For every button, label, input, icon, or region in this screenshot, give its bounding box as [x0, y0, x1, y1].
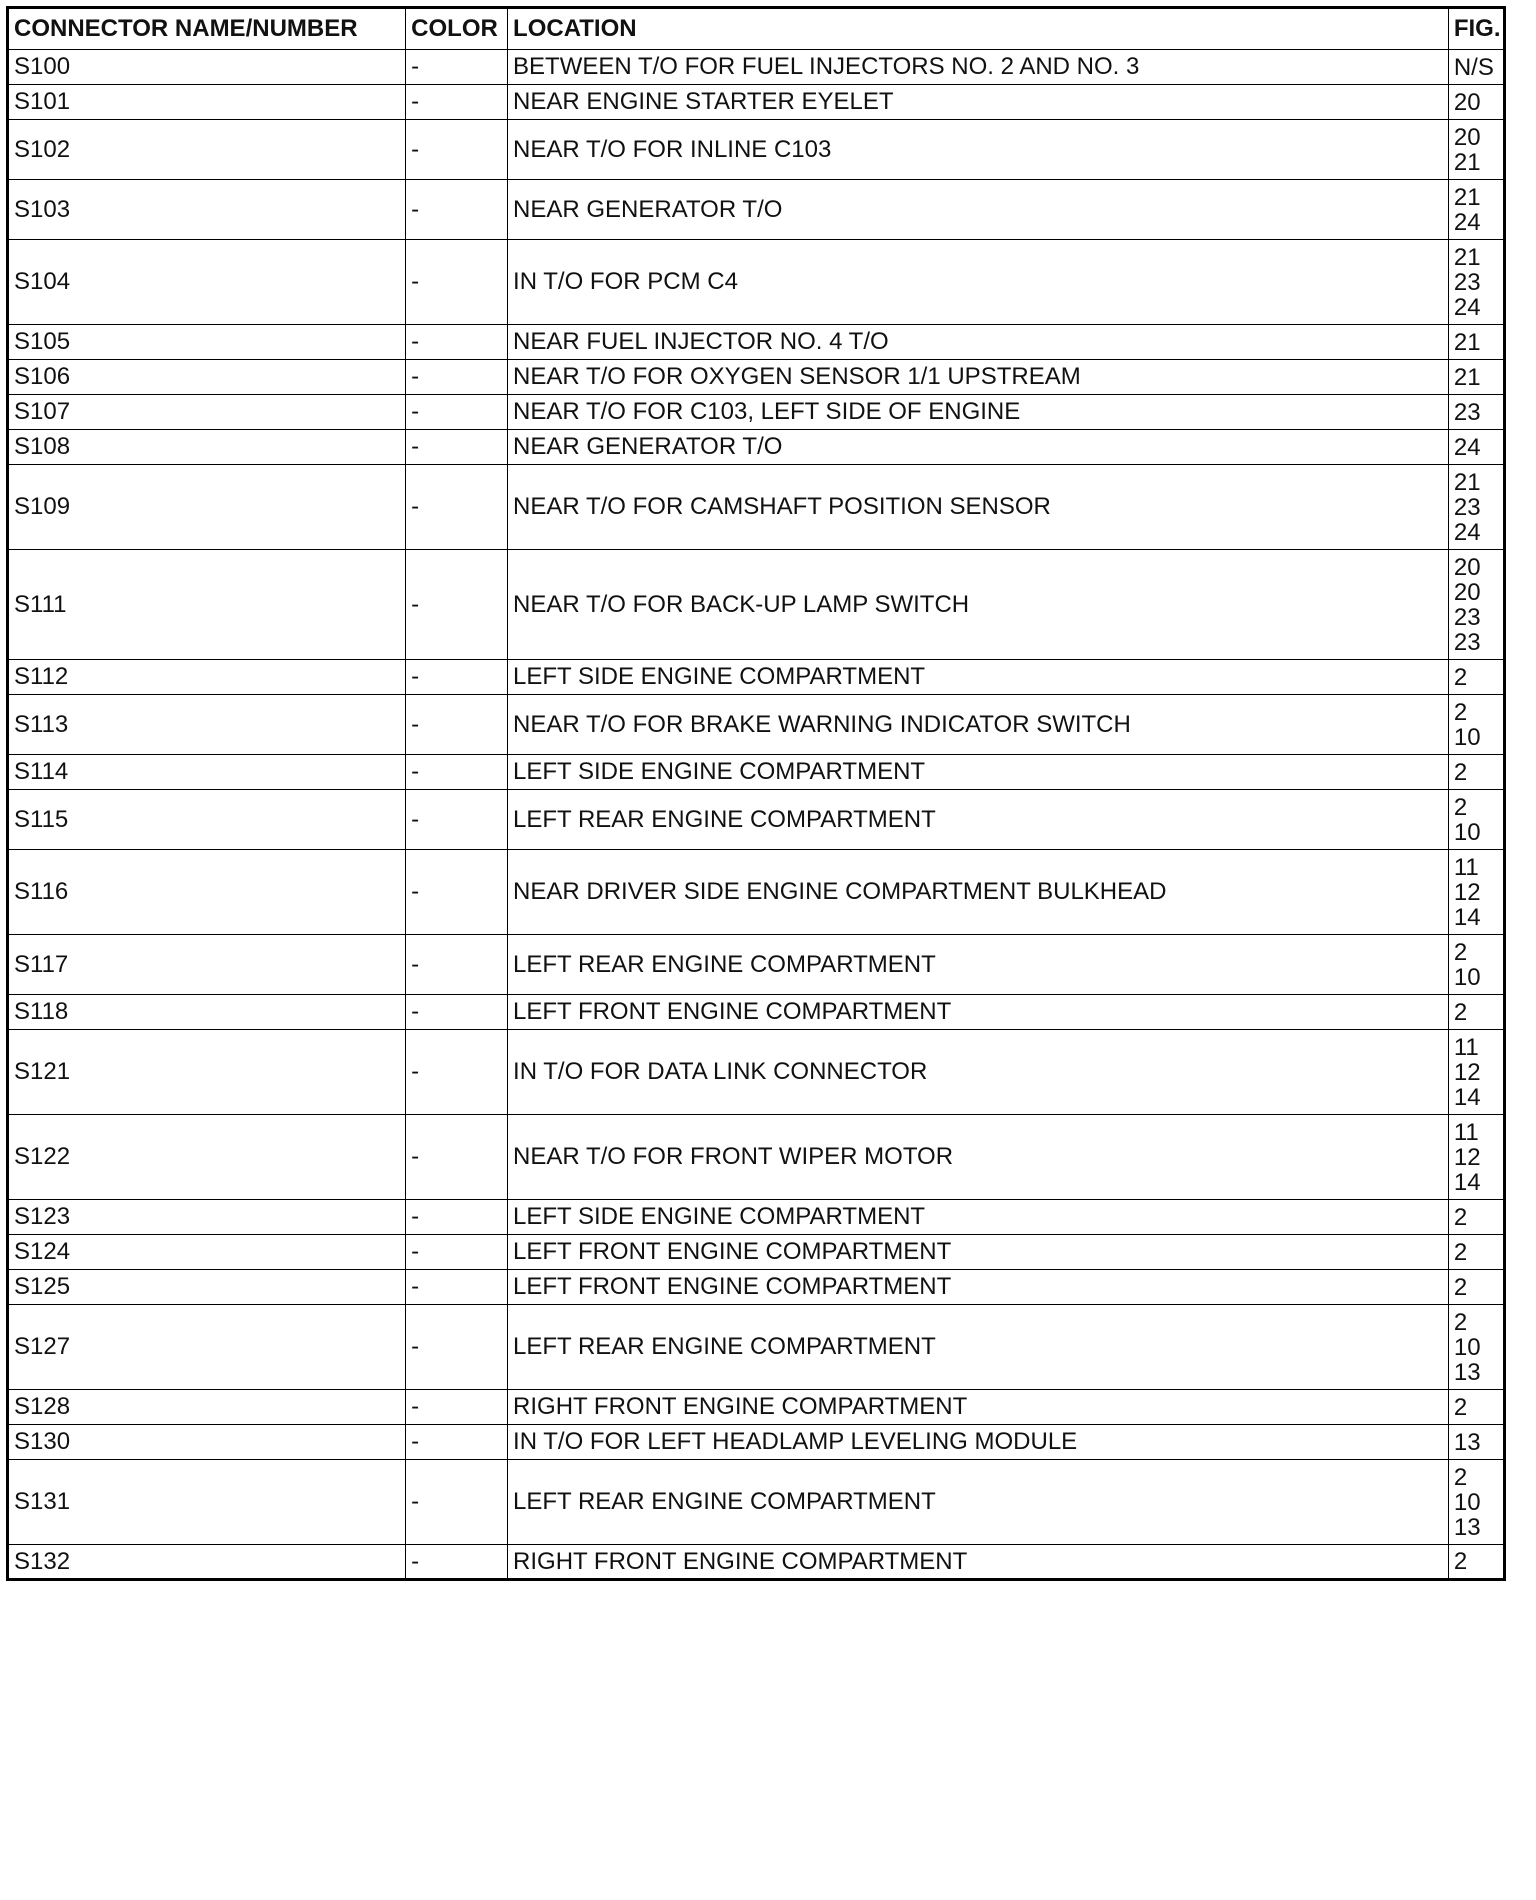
- connector-name-cell: S109: [8, 465, 406, 550]
- table-row: [8, 465, 1505, 550]
- fig-number: 14: [1453, 1083, 1481, 1111]
- fig-number: 12: [1453, 878, 1481, 906]
- fig-number: 2: [1453, 1393, 1468, 1421]
- fig-cell: [1448, 1200, 1504, 1235]
- table-row: [8, 1545, 1505, 1580]
- fig-number: 2: [1453, 758, 1468, 786]
- table-row: [8, 1200, 1505, 1235]
- fig-number: 21: [1453, 363, 1481, 391]
- fig-cell: [1448, 995, 1504, 1030]
- connector-name-cell: S123: [8, 1200, 406, 1235]
- connector-name-cell: S113: [8, 695, 406, 755]
- connector-name-cell: S117: [8, 935, 406, 995]
- table-row: [8, 50, 1505, 85]
- table-row: [8, 1115, 1505, 1200]
- connector-name-cell: S103: [8, 180, 406, 240]
- color-cell: -: [406, 325, 508, 360]
- table-row: [8, 1425, 1505, 1460]
- color-cell: -: [406, 85, 508, 120]
- connector-name-cell: S118: [8, 995, 406, 1030]
- location-cell: LEFT REAR ENGINE COMPARTMENT: [508, 935, 1449, 995]
- fig-number: N/S: [1453, 53, 1494, 81]
- location-cell: NEAR T/O FOR BACK-UP LAMP SWITCH: [508, 550, 1449, 660]
- connector-name-cell: S115: [8, 790, 406, 850]
- fig-number: 21: [1453, 468, 1481, 496]
- connector-name-cell: S132: [8, 1545, 406, 1580]
- fig-number: 2: [1453, 1308, 1468, 1336]
- fig-cell: [1448, 935, 1504, 995]
- connector-name-cell: S102: [8, 120, 406, 180]
- fig-cell: [1448, 850, 1504, 935]
- location-cell: NEAR T/O FOR CAMSHAFT POSITION SENSOR: [508, 465, 1449, 550]
- header-location: LOCATION: [508, 8, 1449, 50]
- color-cell: -: [406, 550, 508, 660]
- fig-cell: [1448, 1425, 1504, 1460]
- fig-cell: [1448, 550, 1504, 660]
- fig-number: 23: [1453, 493, 1481, 521]
- fig-cell: [1448, 325, 1504, 360]
- connector-name-cell: S127: [8, 1305, 406, 1390]
- table-row: [8, 695, 1505, 755]
- location-cell: RIGHT FRONT ENGINE COMPARTMENT: [508, 1545, 1449, 1580]
- fig-cell: [1448, 180, 1504, 240]
- table-row: [8, 755, 1505, 790]
- fig-number: 14: [1453, 903, 1481, 931]
- connector-name-cell: S104: [8, 240, 406, 325]
- fig-number: 20: [1453, 578, 1481, 606]
- color-cell: -: [406, 1425, 508, 1460]
- location-cell: LEFT FRONT ENGINE COMPARTMENT: [508, 995, 1449, 1030]
- color-cell: -: [406, 395, 508, 430]
- location-cell: LEFT REAR ENGINE COMPARTMENT: [508, 1460, 1449, 1545]
- fig-number: 13: [1453, 1358, 1481, 1386]
- table-row: [8, 1390, 1505, 1425]
- connector-name-cell: S131: [8, 1460, 406, 1545]
- fig-number: 11: [1453, 1033, 1479, 1061]
- location-cell: LEFT REAR ENGINE COMPARTMENT: [508, 790, 1449, 850]
- location-cell: NEAR GENERATOR T/O: [508, 180, 1449, 240]
- fig-number: 12: [1453, 1143, 1481, 1171]
- fig-number: 23: [1453, 398, 1481, 426]
- connector-name-cell: S101: [8, 85, 406, 120]
- fig-cell: [1448, 660, 1504, 695]
- color-cell: -: [406, 935, 508, 995]
- fig-number: 20: [1453, 88, 1481, 116]
- fig-number: 2: [1453, 1203, 1468, 1231]
- connector-name-cell: S111: [8, 550, 406, 660]
- connector-name-cell: S122: [8, 1115, 406, 1200]
- location-cell: LEFT SIDE ENGINE COMPARTMENT: [508, 660, 1449, 695]
- table-row: [8, 240, 1505, 325]
- color-cell: -: [406, 790, 508, 850]
- connector-name-cell: S100: [8, 50, 406, 85]
- fig-number: 24: [1453, 293, 1481, 321]
- table-row: [8, 395, 1505, 430]
- table-row: [8, 1305, 1505, 1390]
- fig-cell: [1448, 1460, 1504, 1545]
- color-cell: -: [406, 755, 508, 790]
- fig-number: 12: [1453, 1058, 1481, 1086]
- color-cell: -: [406, 1390, 508, 1425]
- table-row: [8, 1030, 1505, 1115]
- color-cell: -: [406, 465, 508, 550]
- fig-cell: [1448, 430, 1504, 465]
- fig-cell: [1448, 1270, 1504, 1305]
- table-row: [8, 660, 1505, 695]
- color-cell: -: [406, 1235, 508, 1270]
- connector-name-cell: S112: [8, 660, 406, 695]
- fig-number: 10: [1453, 963, 1481, 991]
- color-cell: -: [406, 1200, 508, 1235]
- color-cell: -: [406, 1305, 508, 1390]
- connector-name-cell: S128: [8, 1390, 406, 1425]
- color-cell: -: [406, 1270, 508, 1305]
- fig-number: 21: [1453, 243, 1481, 271]
- color-cell: -: [406, 180, 508, 240]
- fig-number: 23: [1453, 628, 1481, 656]
- table-body: [8, 50, 1505, 1580]
- location-cell: IN T/O FOR PCM C4: [508, 240, 1449, 325]
- header-color: COLOR: [406, 8, 508, 50]
- table-row: [8, 325, 1505, 360]
- table-row: [8, 120, 1505, 180]
- location-cell: NEAR T/O FOR FRONT WIPER MOTOR: [508, 1115, 1449, 1200]
- table-row: [8, 935, 1505, 995]
- fig-number: 14: [1453, 1168, 1481, 1196]
- fig-number: 24: [1453, 433, 1481, 461]
- fig-number: 2: [1453, 698, 1468, 726]
- fig-number: 24: [1453, 518, 1481, 546]
- color-cell: -: [406, 1545, 508, 1580]
- connector-name-cell: S108: [8, 430, 406, 465]
- fig-number: 24: [1453, 208, 1481, 236]
- connector-name-cell: S105: [8, 325, 406, 360]
- connector-name-cell: S130: [8, 1425, 406, 1460]
- table-row: [8, 850, 1505, 935]
- fig-number: 20: [1453, 123, 1481, 151]
- location-cell: NEAR FUEL INJECTOR NO. 4 T/O: [508, 325, 1449, 360]
- fig-cell: [1448, 465, 1504, 550]
- fig-number: 10: [1453, 1488, 1481, 1516]
- location-cell: LEFT SIDE ENGINE COMPARTMENT: [508, 755, 1449, 790]
- table-row: [8, 1270, 1505, 1305]
- fig-number: 23: [1453, 268, 1481, 296]
- connector-name-cell: S116: [8, 850, 406, 935]
- fig-cell: [1448, 790, 1504, 850]
- fig-cell: [1448, 755, 1504, 790]
- fig-number: 2: [1453, 663, 1468, 691]
- fig-cell: [1448, 50, 1504, 85]
- fig-number: 13: [1453, 1513, 1481, 1541]
- color-cell: -: [406, 120, 508, 180]
- fig-number: 10: [1453, 818, 1481, 846]
- color-cell: -: [406, 850, 508, 935]
- connector-name-cell: S125: [8, 1270, 406, 1305]
- table-row: [8, 180, 1505, 240]
- connector-name-cell: S124: [8, 1235, 406, 1270]
- color-cell: -: [406, 660, 508, 695]
- fig-cell: [1448, 360, 1504, 395]
- color-cell: -: [406, 360, 508, 395]
- color-cell: -: [406, 50, 508, 85]
- fig-cell: [1448, 1030, 1504, 1115]
- connector-name-cell: S121: [8, 1030, 406, 1115]
- color-cell: -: [406, 430, 508, 465]
- table-row: [8, 1235, 1505, 1270]
- color-cell: -: [406, 1030, 508, 1115]
- location-cell: NEAR T/O FOR OXYGEN SENSOR 1/1 UPSTREAM: [508, 360, 1449, 395]
- fig-number: 2: [1453, 938, 1468, 966]
- fig-number: 2: [1453, 793, 1468, 821]
- location-cell: NEAR DRIVER SIDE ENGINE COMPARTMENT BULKHEAD: [508, 850, 1449, 935]
- fig-cell: [1448, 1235, 1504, 1270]
- location-cell: NEAR ENGINE STARTER EYELET: [508, 85, 1449, 120]
- location-cell: LEFT SIDE ENGINE COMPARTMENT: [508, 1200, 1449, 1235]
- fig-number: 21: [1453, 148, 1481, 176]
- connector-name-cell: S114: [8, 755, 406, 790]
- fig-number: 2: [1453, 1463, 1468, 1491]
- fig-cell: [1448, 1545, 1504, 1580]
- fig-number: 21: [1453, 328, 1481, 356]
- fig-cell: [1448, 120, 1504, 180]
- location-cell: LEFT FRONT ENGINE COMPARTMENT: [508, 1235, 1449, 1270]
- fig-cell: [1448, 1305, 1504, 1390]
- color-cell: -: [406, 1115, 508, 1200]
- table-row: [8, 790, 1505, 850]
- fig-number: 11: [1453, 1118, 1479, 1146]
- color-cell: -: [406, 695, 508, 755]
- location-cell: NEAR T/O FOR BRAKE WARNING INDICATOR SWITCH: [508, 695, 1449, 755]
- location-cell: BETWEEN T/O FOR FUEL INJECTORS NO. 2 AND NO. 3: [508, 50, 1449, 85]
- fig-number: 21: [1453, 183, 1481, 211]
- fig-number: 2: [1453, 1238, 1468, 1266]
- location-cell: LEFT REAR ENGINE COMPARTMENT: [508, 1305, 1449, 1390]
- fig-number: 13: [1453, 1428, 1481, 1456]
- table-row: [8, 1460, 1505, 1545]
- fig-number: 11: [1453, 853, 1479, 881]
- fig-number: 2: [1453, 1273, 1468, 1301]
- color-cell: -: [406, 240, 508, 325]
- fig-cell: [1448, 240, 1504, 325]
- fig-number: 2: [1453, 998, 1468, 1026]
- connector-name-cell: S106: [8, 360, 406, 395]
- fig-number: 2: [1453, 1548, 1468, 1575]
- fig-cell: [1448, 85, 1504, 120]
- location-cell: NEAR GENERATOR T/O: [508, 430, 1449, 465]
- location-cell: IN T/O FOR LEFT HEADLAMP LEVELING MODULE: [508, 1425, 1449, 1460]
- location-cell: LEFT FRONT ENGINE COMPARTMENT: [508, 1270, 1449, 1305]
- table-row: [8, 430, 1505, 465]
- header-connector-name: CONNECTOR NAME/NUMBER: [8, 8, 406, 50]
- color-cell: -: [406, 1460, 508, 1545]
- location-cell: RIGHT FRONT ENGINE COMPARTMENT: [508, 1390, 1449, 1425]
- fig-number: 10: [1453, 1333, 1481, 1361]
- color-cell: -: [406, 995, 508, 1030]
- header-fig: FIG.: [1448, 8, 1504, 50]
- fig-number: 23: [1453, 603, 1481, 631]
- fig-number: 20: [1453, 553, 1481, 581]
- location-cell: NEAR T/O FOR INLINE C103: [508, 120, 1449, 180]
- table-header-row: [8, 8, 1505, 50]
- table-row: [8, 550, 1505, 660]
- fig-cell: [1448, 1390, 1504, 1425]
- fig-cell: [1448, 1115, 1504, 1200]
- connector-location-table: [6, 6, 1506, 1581]
- connector-name-cell: S107: [8, 395, 406, 430]
- table-row: [8, 85, 1505, 120]
- location-cell: IN T/O FOR DATA LINK CONNECTOR: [508, 1030, 1449, 1115]
- fig-number: 10: [1453, 723, 1481, 751]
- table-row: [8, 995, 1505, 1030]
- location-cell: NEAR T/O FOR C103, LEFT SIDE OF ENGINE: [508, 395, 1449, 430]
- fig-cell: [1448, 695, 1504, 755]
- table-row: [8, 360, 1505, 395]
- fig-cell: [1448, 395, 1504, 430]
